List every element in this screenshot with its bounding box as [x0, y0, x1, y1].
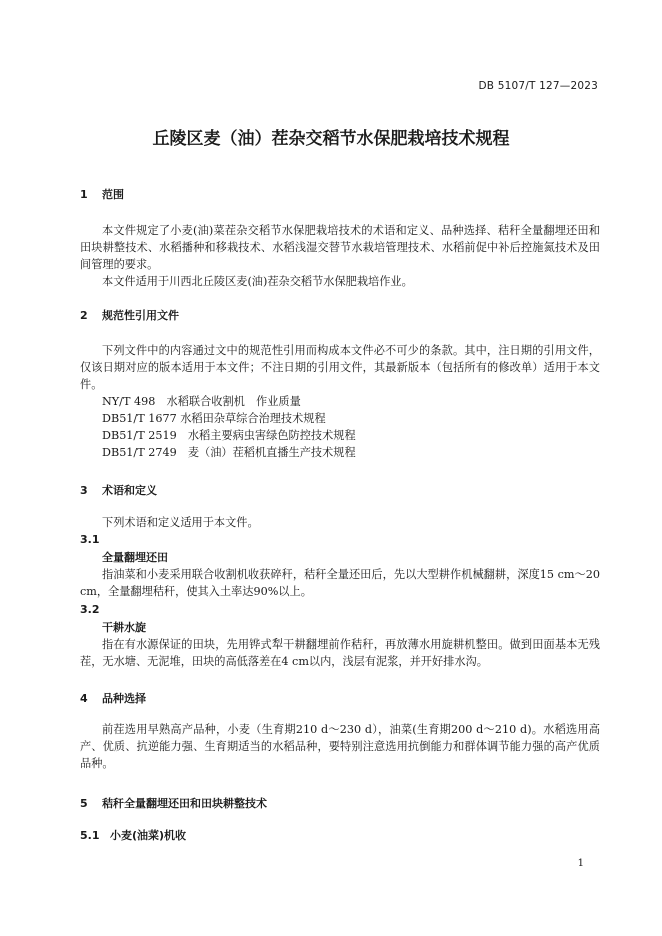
subsection-5-1-heading: [80, 827, 186, 843]
section-1-heading: [80, 186, 124, 202]
term-name: 干耕水旋: [102, 621, 146, 634]
reference-item: DB51/T 1677 水稻田杂草综合治理技术规程: [102, 412, 326, 425]
section-number: 5: [80, 797, 88, 810]
paragraph: 前茬选用早熟高产品种，小麦（生育期210 d～230 d），油菜(生育期200 d～210 d)。水稻选用高产、优质、抗逆能力强、生育期适当的水稻品种，要特别注意选用抗倒能力和群体调节能力强的高产优质品种。: [80, 723, 600, 770]
paragraph: 本文件规定了小麦(油)菜茬杂交稻节水保肥栽培技术的术语和定义、品种选择、秸秆全量翻埋还田和田块耕整技术、水稻播种和移栽技术、水稻浅湿交替节水栽培管理技术、水稻前促中补后控施氮技术及田间管理的要求。: [80, 224, 600, 271]
section-title: 秸秆全量翻埋还田和田块耕整技术: [102, 797, 267, 810]
paragraph: 指油菜和小麦采用联合收割机收获碎秆，秸秆全量还田后，先以大型耕作机械翻耕，深度15 cm～20 cm，全量翻埋秸秆，使其入土率达90%以上。: [80, 568, 600, 598]
section-title: 范围: [102, 188, 124, 201]
section-3-intro: [80, 514, 600, 531]
term-name: 全量翻埋还田: [102, 551, 168, 564]
paragraph: 本文件适用于川西北丘陵区麦(油)茬杂交稻节水保肥栽培作业。: [102, 275, 413, 288]
section-number: 1: [80, 188, 88, 201]
section-2-heading: [80, 307, 179, 323]
section-number: 3: [80, 484, 88, 497]
paragraph: 下列文件中的内容通过文中的规范性引用而构成本文件必不可少的条款。其中，注日期的引用文件，仅该日期对应的版本适用于本文件；不注日期的引用文件，其最新版本（包括所有的修改单）适用于本文件。: [80, 344, 600, 391]
section-title: 术语和定义: [102, 484, 157, 497]
subsection-title: 小麦(油菜)机收: [110, 829, 187, 842]
document-title: 丘陵区麦（油）茬杂交稻节水保肥栽培技术规程: [152, 129, 510, 149]
term-definition: [80, 566, 600, 600]
subsection-number: 5.1: [80, 829, 100, 842]
page-number: 1: [577, 858, 584, 869]
section-1-body: [80, 222, 600, 290]
section-4-body: [80, 721, 600, 772]
reference-item: DB51/T 2749 麦（油）茬稻机直播生产技术规程: [102, 446, 356, 459]
section-title: 品种选择: [102, 692, 146, 705]
paragraph: 指在有水源保证的田块，先用铧式犁干耕翻埋前作秸秆，再放薄水用旋耕机整田。做到田面基本无残茬，无水塘、无泥堆，田块的高低落差在4 cm以内，浅层有泥浆，并开好排水沟。: [80, 638, 600, 668]
section-2-body: [80, 342, 600, 461]
section-5-heading: [80, 795, 267, 811]
section-number: 2: [80, 309, 88, 322]
paragraph: 下列术语和定义适用于本文件。: [102, 516, 259, 529]
reference-item: NY/T 498 水稻联合收割机 作业质量: [102, 395, 301, 408]
section-3-heading: [80, 482, 157, 498]
standard-code: DB 5107/T 127—2023: [478, 80, 598, 92]
section-title: 规范性引用文件: [102, 309, 179, 322]
term-number: 3.1: [80, 533, 100, 546]
section-number: 4: [80, 692, 88, 705]
reference-item: DB51/T 2519 水稻主要病虫害绿色防控技术规程: [102, 429, 356, 442]
term-number: 3.2: [80, 603, 100, 616]
section-4-heading: [80, 690, 146, 706]
term-definition: [80, 636, 600, 670]
